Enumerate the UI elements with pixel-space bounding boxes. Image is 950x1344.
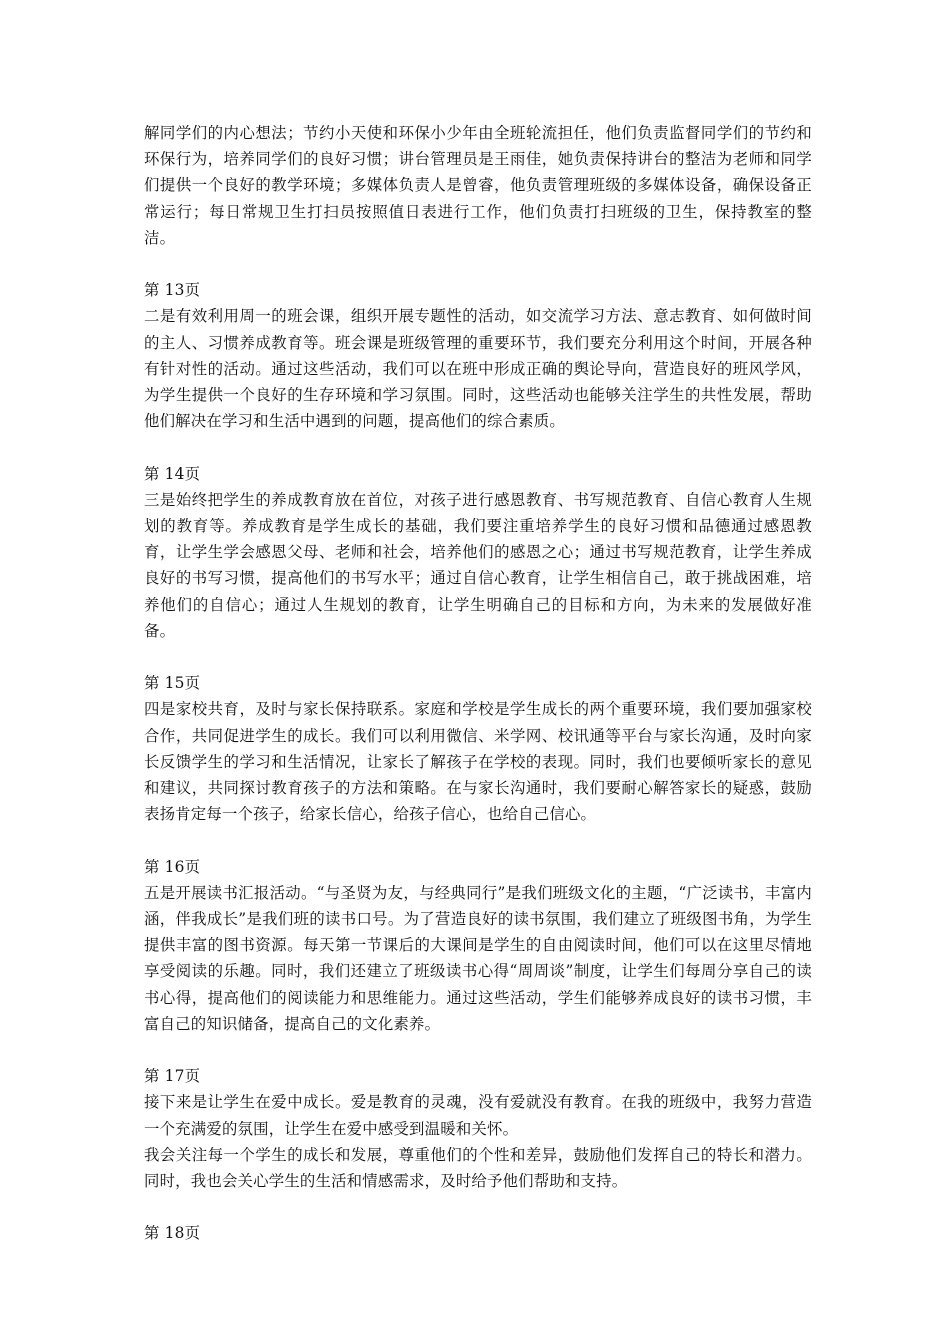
section-17-paragraph-2: 我会关注每一个学生的成长和发展，尊重他们的个性和差异，鼓励他们发挥自己的特长和潜力。同时，我也会关心学生的生活和情感需求，及时给予他们帮助和支持。: [144, 1145, 812, 1191]
document-body: [144, 120, 812, 1247]
page-heading-14: 第 14页: [144, 464, 201, 483]
page-heading-17: 第 17页: [144, 1067, 201, 1086]
section-gap: [144, 1194, 812, 1220]
section-gap: [144, 827, 812, 853]
intro-paragraph: 解同学们的内心想法；节约小天使和环保小少年由全班轮流担任，他们负责监督同学们的节约和环保行为，培养同学们的良好习惯；讲台管理员是王雨佳，她负责保持讲台的整洁为老师和同学们提供一个良好的教学环境；多媒体负责人是曾睿，他负责管理班级的多媒体设备，确保设备正常运行；每日常规卫生打扫员按照值日表进行工作，他们负责打扫班级的卫生，保持教室的整洁。: [144, 124, 812, 247]
section-gap: [144, 1037, 812, 1063]
page-heading-13: 第 13页: [144, 281, 201, 300]
page-heading-16: 第 16页: [144, 857, 201, 876]
page-heading-15: 第 15页: [144, 674, 201, 693]
section-gap: [144, 434, 812, 460]
section-14-paragraph: 三是始终把学生的养成教育放在首位，对孩子进行感恩教育、书写规范教育、自信心教育人生规划的教育等。养成教育是学生成长的基础，我们要注重培养学生的良好习惯和品德通过感恩教育，让学生学会感恩父母、老师和社会，培养他们的感恩之心；通过书写规范教育，让学生养成良好的书写习惯，提高他们的书写水平；通过自信心教育，让学生相信自己，敢于挑战困难，培养他们的自信心；通过人生规划的教育，让学生明确自己的目标和方向，为未来的发展做好准备。: [144, 490, 812, 640]
section-16-paragraph: 五是开展读书汇报活动。“与圣贤为友，与经典同行”是我们班级文化的主题，“广泛读书，丰富内涵，伴我成长”是我们班的读书口号。为了营造良好的读书氛围，我们建立了班级图书角，为学生提供丰富的图书资源。每天第一节课后的大课间是学生的自由阅读时间，他们可以在这里尽情地享受阅读的乐趣。同时，我们还建立了班级读书心得“周周谈”制度，让学生们每周分享自己的读书心得，提高他们的阅读能力和思维能力。通过这些活动，学生们能够养成良好的读书习惯，丰富自己的知识储备，提高自己的文化素养。: [144, 883, 812, 1033]
section-13-paragraph: 二是有效利用周一的班会课，组织开展专题性的活动，如交流学习方法、意志教育、如何做时间的主人、习惯养成教育等。班会课是班级管理的重要环节，我们要充分利用这个时间，开展各种有针对性的活动。通过这些活动，我们可以在班中形成正确的舆论导向，营造良好的班风学风，为学生提供一个良好的生存环境和学习氛围。同时，这些活动也能够关注学生的共性发展，帮助他们解决在学习和生活中遇到的问题，提高他们的综合素质。: [144, 307, 812, 431]
section-17-paragraph-1: 接下来是让学生在爱中成长。爱是教育的灵魂，没有爱就没有教育。在我的班级中，我努力营造一个充满爱的氛围，让学生在爱中感受到温暖和关怀。: [144, 1093, 812, 1138]
section-gap: [144, 251, 812, 277]
page-heading-18: 第 18页: [144, 1224, 201, 1243]
section-15-paragraph: 四是家校共育，及时与家长保持联系。家庭和学校是学生成长的两个重要环境，我们要加强家校合作，共同促进学生的成长。我们可以利用微信、米学网、校讯通等平台与家长沟通，及时向家长反馈学生的学习和生活情况，让家长了解孩子在学校的表现。同时，我们也要倾听家长的意见和建议，共同探讨教育孩子的方法和策略。在与家长沟通时，我们要耐心解答家长的疑惑，鼓励表扬肯定每一个孩子，给家长信心，给孩子信心，也给自己信心。: [144, 700, 812, 824]
section-gap: [144, 644, 812, 670]
